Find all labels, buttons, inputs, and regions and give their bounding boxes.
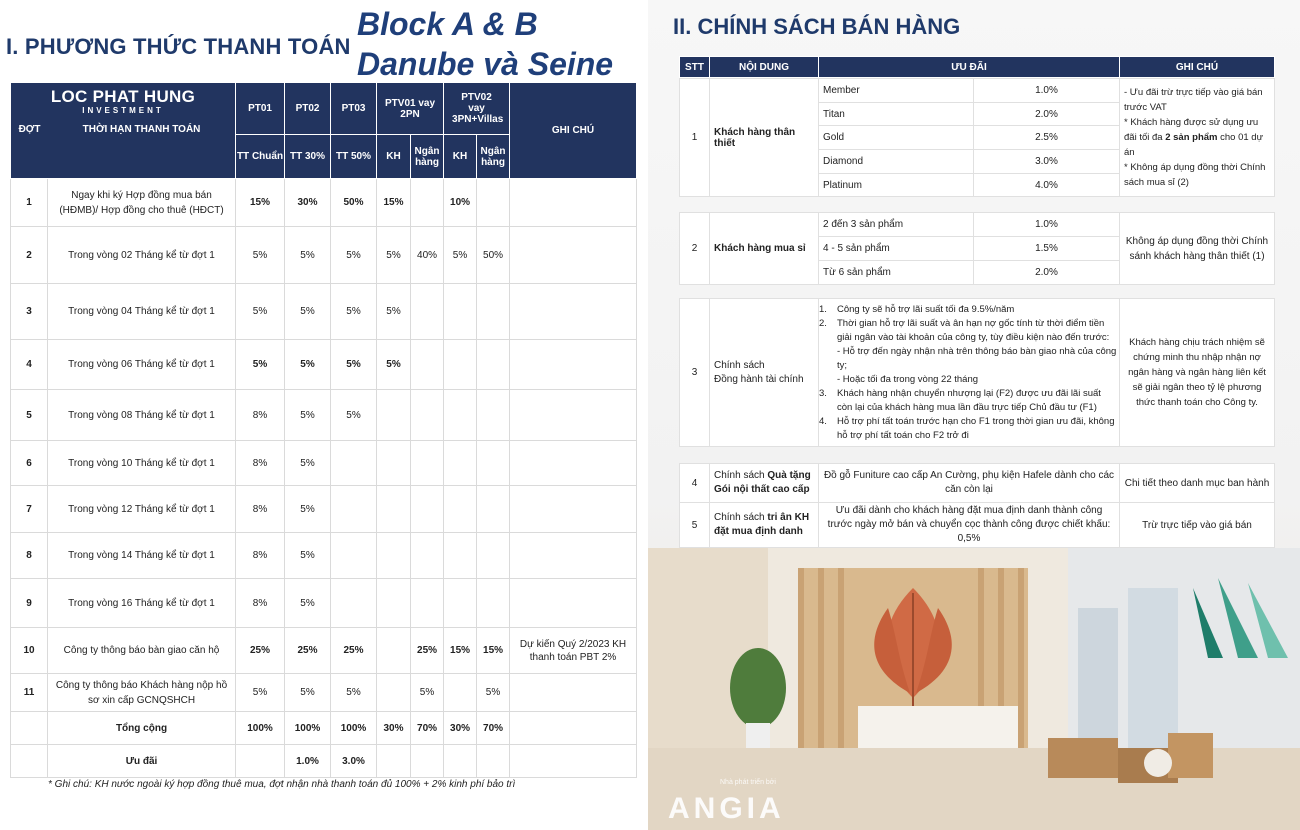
policy-3-note: Khách hàng chịu trách nhiệm sẽ chứng minh thu nhập nhận nợ ngân hàng và ngân hàng liên kết sẽ giải ngân theo tỷ lệ phương thức thanh toán cho Công ty. (1120, 299, 1275, 447)
policy-3-item (819, 317, 1117, 345)
row-pt02: 5% (285, 486, 331, 533)
row-pt02: 5% (285, 533, 331, 579)
row-v2nh (477, 390, 510, 441)
row-desc: Trong vòng 14 Tháng kể từ đợt 1 (48, 533, 236, 579)
row-dot: 3 (11, 284, 48, 340)
row-desc: Ngay khi ký Hợp đồng mua bán (HĐMB)/ Hợp đồng cho thuê (HĐCT) (48, 179, 236, 227)
row-pt03 (331, 486, 377, 533)
policy-3-item (819, 345, 1117, 373)
row-dot: 2 (11, 227, 48, 284)
row-pt01: 5% (236, 227, 285, 284)
tier-value: 2.0% (974, 103, 1120, 126)
header-ghi-chu: GHI CHÚ (510, 83, 637, 179)
row-desc: Trong vòng 10 Tháng kể từ đợt 1 (48, 441, 236, 486)
row-note (510, 533, 637, 579)
tier-name: Từ 6 sản phẩm (819, 261, 974, 285)
total-pt02: 100% (285, 712, 331, 745)
row-pt02: 5% (285, 579, 331, 628)
table-row (11, 390, 637, 441)
row-desc: Công ty thông báo Khách hàng nộp hồ sơ xin cấp GCNQSHCH (48, 674, 236, 712)
row-dot: 8 (11, 533, 48, 579)
row-pt02: 5% (285, 340, 331, 390)
row-dot: 6 (11, 441, 48, 486)
uu-dai-label: Ưu đãi (48, 745, 236, 778)
row-pt01: 5% (236, 340, 285, 390)
row-dot: 1 (11, 179, 48, 227)
row-pt01: 8% (236, 441, 285, 486)
row-pt02: 5% (285, 674, 331, 712)
policy-4-5 (679, 463, 1275, 548)
row-pt03: 5% (331, 390, 377, 441)
item-number (819, 373, 837, 387)
block-title-line2: Danube và Seine (357, 46, 614, 82)
table-row (11, 284, 637, 340)
policy-1-note: - Ưu đãi trừ trực tiếp vào giá bán trước VAT * Khách hàng được sử dụng ưu đãi tối đa 2 sản phẩm cho 01 dự án * Không áp dụng đồng thời Chính sách mua sỉ (2) (1120, 79, 1275, 197)
total-dot (11, 712, 48, 745)
policy-5-stt: 5 (680, 503, 710, 548)
row-desc: Trong vòng 08 Tháng kể từ đợt 1 (48, 390, 236, 441)
row-pt03: 25% (331, 628, 377, 674)
header-dot: ĐỢT (18, 124, 41, 135)
policy-table-header (679, 56, 1275, 78)
policy-2-stt: 2 (680, 213, 710, 285)
row-desc: Công ty thông báo bàn giao căn hộ (48, 628, 236, 674)
subheader-ptv02-kh: KH (444, 135, 477, 179)
row-v1kh (377, 628, 411, 674)
row-note (510, 179, 637, 227)
policy-1-name: Khách hàng thân thiết (710, 79, 819, 197)
row-pt01: 25% (236, 628, 285, 674)
item-text: Công ty sẽ hỗ trợ lãi suất tối đa 9.5%/năm (837, 303, 1015, 315)
row-v2nh (477, 579, 510, 628)
row-note (510, 579, 637, 628)
row-note (510, 340, 637, 390)
row-pt02: 5% (285, 227, 331, 284)
payment-table (10, 82, 637, 778)
tier-name: Platinum (819, 174, 974, 197)
total-label: Tổng cộng (48, 712, 236, 745)
row-v2nh: 5% (477, 674, 510, 712)
row-v1kh (377, 441, 411, 486)
row-desc: Trong vòng 12 Tháng kể từ đợt 1 (48, 486, 236, 533)
row-v2nh (477, 486, 510, 533)
uu-dai-pt03: 3.0% (331, 745, 377, 778)
row-v2nh (477, 441, 510, 486)
policy-3-item (819, 415, 1117, 443)
policy-3-item (819, 373, 1117, 387)
row-v1kh: 5% (377, 284, 411, 340)
policy-2 (679, 212, 1275, 285)
uu-dai-empty (377, 745, 411, 778)
item-number: 2. (819, 317, 827, 329)
row-note (510, 441, 637, 486)
row-v2kh: 5% (444, 227, 477, 284)
row-v2kh (444, 486, 477, 533)
block-title (357, 4, 613, 84)
row-v2kh: 10% (444, 179, 477, 227)
policy-3-item (819, 387, 1117, 415)
payment-note: * Ghi chú: KH nước ngoài ký hợp đồng thuê mua, đợt nhận nhà thanh toán đủ 100% + 2% kinh phí bảo trì (48, 779, 516, 790)
row-v1nh: 5% (411, 674, 444, 712)
tier-name: 2 đến 3 sản phẩm (819, 213, 974, 237)
uu-dai-pt02: 1.0% (285, 745, 331, 778)
uu-dai-empty (411, 745, 444, 778)
row-v2nh (477, 340, 510, 390)
row-v2kh: 15% (444, 628, 477, 674)
policy-3-stt: 3 (680, 299, 710, 447)
row-dot: 4 (11, 340, 48, 390)
row-v2nh (477, 284, 510, 340)
table-row (11, 179, 637, 227)
row-v2nh (477, 179, 510, 227)
item-text: - Hỗ trợ đến ngày nhận nhà trên thông báo bàn giao nhà của công ty; (837, 345, 1117, 371)
row-v1kh: 15% (377, 179, 411, 227)
policy-4-content: Đồ gỗ Funiture cao cấp An Cường, phụ kiện Hafele dành cho các căn còn lại (819, 464, 1120, 503)
tier-value: 3.0% (974, 150, 1120, 174)
header-pt03: PT03 (331, 83, 377, 135)
total-v2nh: 70% (477, 712, 510, 745)
total-row (11, 712, 637, 745)
row-v2kh (444, 340, 477, 390)
tier-name: Gold (819, 126, 974, 150)
header-noi-dung: NỘI DUNG (710, 57, 819, 78)
row-note (510, 284, 637, 340)
row-v2nh (477, 533, 510, 579)
row-pt01: 8% (236, 533, 285, 579)
table-row (11, 579, 637, 628)
block-title-line1: Block A & B (357, 6, 538, 42)
table-row (11, 628, 637, 674)
policy-4-stt: 4 (680, 464, 710, 503)
item-number: 4. (819, 415, 827, 427)
row-pt03: 5% (331, 340, 377, 390)
uu-dai-row (11, 745, 637, 778)
policy-3 (679, 298, 1275, 447)
row-v2kh (444, 390, 477, 441)
row-pt01: 8% (236, 486, 285, 533)
row-dot: 7 (11, 486, 48, 533)
item-number: 3. (819, 387, 827, 399)
header-pt01: PT01 (236, 83, 285, 135)
row-v1nh: 25% (411, 628, 444, 674)
row-v1kh (377, 486, 411, 533)
row-pt03 (331, 441, 377, 486)
row-v1nh (411, 579, 444, 628)
header-ptv02: PTV02 vay 3PN+Villas (444, 83, 510, 135)
row-pt01: 5% (236, 674, 285, 712)
table-row (11, 227, 637, 284)
row-v2kh (444, 579, 477, 628)
row-v1kh (377, 674, 411, 712)
subheader-ptv01-ngan-hang: Ngân hàng (411, 135, 444, 179)
tier-name: 4 - 5 sản phẩm (819, 237, 974, 261)
policy-3-content (819, 299, 1120, 447)
row-v2nh: 50% (477, 227, 510, 284)
row-pt01: 15% (236, 179, 285, 227)
item-number: 1. (819, 303, 827, 315)
row-pt03: 5% (331, 284, 377, 340)
row-v1kh: 5% (377, 340, 411, 390)
subheader-tt-50: TT 50% (331, 135, 377, 179)
tier-value: 4.0% (974, 174, 1120, 197)
row-v2kh (444, 674, 477, 712)
row-note: Dự kiến Quý 2/2023 KH thanh toán PBT 2% (510, 628, 637, 674)
row-note (510, 227, 637, 284)
header-uu-dai: ƯU ĐÃI (819, 57, 1120, 78)
subheader-tt-chuan: TT Chuẩn (236, 135, 285, 179)
header-thoi-han: THỜI HẠN THANH TOÁN (82, 124, 201, 135)
subheader-tt-30: TT 30% (285, 135, 331, 179)
row-dot: 10 (11, 628, 48, 674)
row-pt02: 5% (285, 284, 331, 340)
policy-3-name: Chính sách Đồng hành tài chính (710, 299, 819, 447)
row-v1kh (377, 579, 411, 628)
row-v2kh (444, 284, 477, 340)
item-text: - Hoặc tối đa trong vòng 22 tháng (837, 373, 979, 385)
uu-dai-empty (444, 745, 477, 778)
brand-tagline: Nhà phát triển bởi (720, 779, 776, 786)
angia-logo: ANGIA (668, 792, 785, 825)
section1-title: I. PHƯƠNG THỨC THANH TOÁN (6, 34, 351, 59)
row-v1nh (411, 340, 444, 390)
item-text: Khách hàng nhận chuyển nhượng lại (F2) được ưu đãi lãi suất còn lại của khách hàng mua lần đầu trực tiếp Chủ đầu tư (F1) (837, 387, 1101, 413)
policy-1 (679, 78, 1275, 197)
tier-name: Diamond (819, 150, 974, 174)
row-v2kh (444, 533, 477, 579)
row-pt03: 50% (331, 179, 377, 227)
row-v2nh: 15% (477, 628, 510, 674)
row-v1kh: 5% (377, 227, 411, 284)
row-v1kh (377, 533, 411, 579)
total-v2kh: 30% (444, 712, 477, 745)
uu-dai-empty (510, 745, 637, 778)
row-pt03 (331, 533, 377, 579)
row-pt01: 8% (236, 579, 285, 628)
row-v1nh (411, 179, 444, 227)
table-row (11, 340, 637, 390)
policy-4-name: Chính sách Quà tặng Gói nội thất cao cấp (710, 464, 819, 503)
row-note (510, 390, 637, 441)
row-pt02: 30% (285, 179, 331, 227)
policy-5-note: Trừ trực tiếp vào giá bán (1120, 503, 1275, 548)
row-pt03 (331, 579, 377, 628)
row-pt02: 5% (285, 441, 331, 486)
item-text: Hỗ trợ phí tất toán trước hạn cho F1 trong thời gian ưu đãi, không hỗ trợ phí tất toán cho F2 trở đi (837, 415, 1115, 441)
table-row (11, 674, 637, 712)
row-pt01: 5% (236, 284, 285, 340)
row-dot: 5 (11, 390, 48, 441)
table-row (11, 486, 637, 533)
tier-value: 2.0% (974, 261, 1120, 285)
total-pt01: 100% (236, 712, 285, 745)
total-v1nh: 70% (411, 712, 444, 745)
item-text: Thời gian hỗ trợ lãi suất và ân hạn nợ gốc tính từ thời điểm tiền giải ngân vào tài khoản của công ty, tùy điều kiện nào đến trước: (837, 317, 1110, 343)
row-dot: 11 (11, 674, 48, 712)
header-logo-cell (11, 83, 236, 179)
loc-phat-hung-logo: LOC PHAT HUNG INVESTMENT (50, 87, 196, 115)
row-pt02: 5% (285, 390, 331, 441)
row-desc: Trong vòng 16 Tháng kể từ đợt 1 (48, 579, 236, 628)
total-v1kh: 30% (377, 712, 411, 745)
header-ptv01: PTV01 vay 2PN (377, 83, 444, 135)
table-row (11, 533, 637, 579)
row-desc: Trong vòng 04 Tháng kể từ đợt 1 (48, 284, 236, 340)
row-v1nh (411, 390, 444, 441)
section2-title: II. CHÍNH SÁCH BÁN HÀNG (673, 14, 961, 39)
row-pt01: 8% (236, 390, 285, 441)
row-v1nh: 40% (411, 227, 444, 284)
policy-5-content: Ưu đãi dành cho khách hàng đặt mua định danh thành công trước ngày mở bán và chuyển cọc thành công được chiết khấu: 0,5% (819, 503, 1120, 548)
subheader-ptv01-kh: KH (377, 135, 411, 179)
uu-dai-dot (11, 745, 48, 778)
header-ghi-chu-2: GHI CHÚ (1120, 57, 1275, 78)
total-pt03: 100% (331, 712, 377, 745)
header-pt02: PT02 (285, 83, 331, 135)
item-number (819, 345, 837, 373)
policy-5-name: Chính sách tri ân KH đặt mua định danh (710, 503, 819, 548)
row-note (510, 486, 637, 533)
policy-2-note: Không áp dụng đồng thời Chính sánh khách hàng thân thiết (1) (1120, 213, 1275, 285)
table-row (11, 441, 637, 486)
row-v1nh (411, 441, 444, 486)
policy-4-note: Chi tiết theo danh mục ban hành (1120, 464, 1275, 503)
lobby-image (648, 548, 1300, 830)
row-v2kh (444, 441, 477, 486)
tier-value: 2.5% (974, 126, 1120, 150)
row-v1kh (377, 390, 411, 441)
row-desc: Trong vòng 06 Tháng kể từ đợt 1 (48, 340, 236, 390)
uu-dai-empty (477, 745, 510, 778)
tier-value: 1.0% (974, 79, 1120, 103)
row-desc: Trong vòng 02 Tháng kể từ đợt 1 (48, 227, 236, 284)
row-pt03: 5% (331, 227, 377, 284)
policy-3-item (819, 303, 1117, 317)
lobby-illustration (648, 548, 1300, 830)
subheader-ptv02-ngan-hang: Ngân hàng (477, 135, 510, 179)
row-pt02: 25% (285, 628, 331, 674)
header-stt: STT (680, 57, 710, 78)
row-note (510, 674, 637, 712)
row-v1nh (411, 486, 444, 533)
policy-2-name: Khách hàng mua sỉ (710, 213, 819, 285)
tier-name: Titan (819, 103, 974, 126)
policy-1-stt: 1 (680, 79, 710, 197)
uu-dai-pt01 (236, 745, 285, 778)
tier-value: 1.5% (974, 237, 1120, 261)
total-note (510, 712, 637, 745)
row-v1nh (411, 533, 444, 579)
row-pt03: 5% (331, 674, 377, 712)
row-dot: 9 (11, 579, 48, 628)
row-v1nh (411, 284, 444, 340)
tier-name: Member (819, 79, 974, 103)
tier-value: 1.0% (974, 213, 1120, 237)
